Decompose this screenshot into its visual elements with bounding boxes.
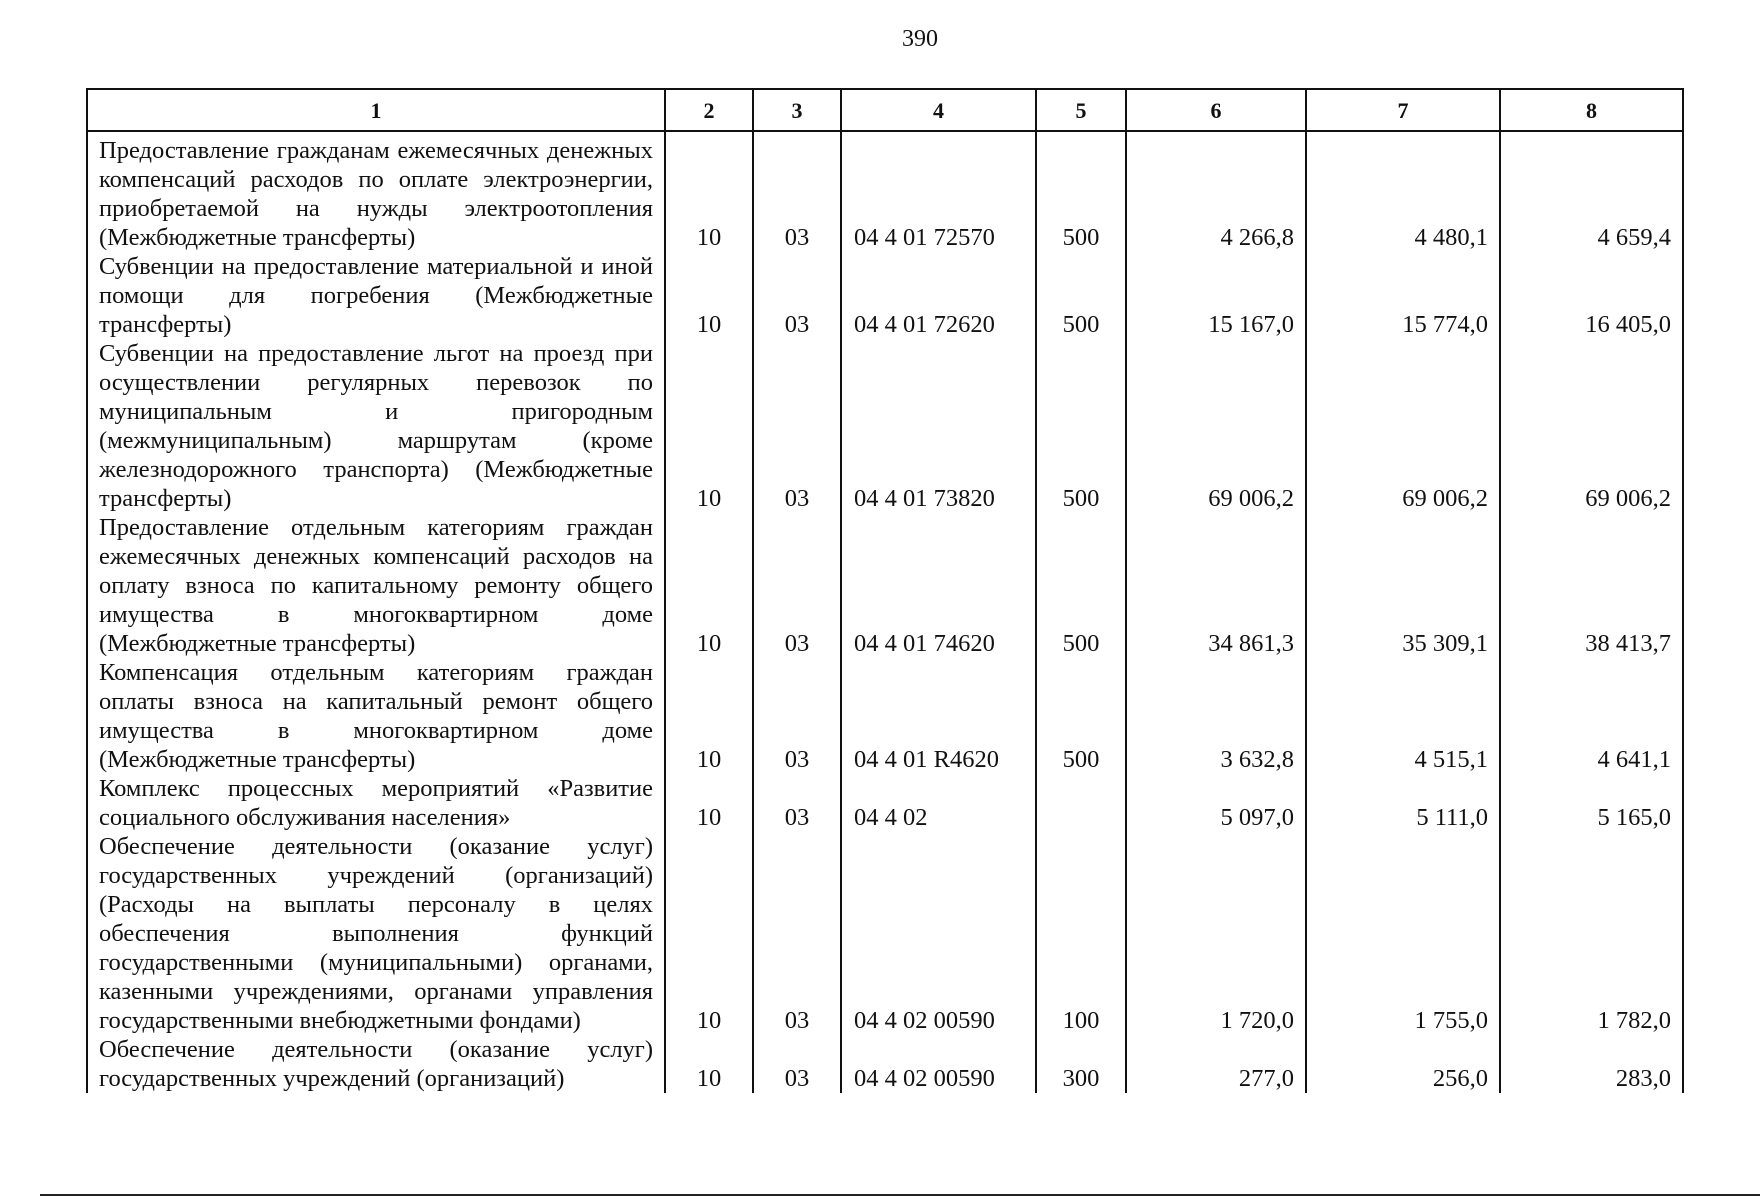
expense-type-code: 500 <box>1036 252 1126 339</box>
amount-col-6: 34 861,3 <box>1126 513 1306 658</box>
amount-col-6: 3 632,8 <box>1126 658 1306 774</box>
amount-col-7: 256,0 <box>1306 1035 1500 1093</box>
amount-col-7: 5 111,0 <box>1306 774 1500 832</box>
row-description: Компенсация отдельным категориям граждан оплаты взноса на капитальный ремонт общего имущества в многоквартирном доме (Межбюджетные трансферты) <box>87 658 665 774</box>
amount-col-7: 4 515,1 <box>1306 658 1500 774</box>
amount-col-6: 15 167,0 <box>1126 252 1306 339</box>
page-bottom-rule <box>40 1194 1760 1196</box>
amount-col-8: 38 413,7 <box>1500 513 1683 658</box>
target-article-code: 04 4 01 72570 <box>841 131 1036 252</box>
amount-col-8: 69 006,2 <box>1500 339 1683 513</box>
subsection-code: 03 <box>753 658 841 774</box>
table-row <box>87 774 1683 832</box>
amount-col-7: 15 774,0 <box>1306 252 1500 339</box>
row-description: Предоставление гражданам ежемесячных денежных компенсаций расходов по оплате электроэнергии, приобретаемой на нужды электроотопления (Межбюджетные трансферты) <box>87 131 665 252</box>
page-number: 390 <box>902 26 938 52</box>
amount-col-6: 5 097,0 <box>1126 774 1306 832</box>
target-article-code: 04 4 01 73820 <box>841 339 1036 513</box>
subsection-code: 03 <box>753 832 841 1035</box>
row-description: Обеспечение деятельности (оказание услуг) государственных учреждений (организаций) <box>87 1035 665 1093</box>
amount-col-8: 4 641,1 <box>1500 658 1683 774</box>
amount-col-8: 283,0 <box>1500 1035 1683 1093</box>
section-code: 10 <box>665 1035 753 1093</box>
target-article-code: 04 4 02 <box>841 774 1036 832</box>
table-row <box>87 131 1683 252</box>
amount-col-6: 4 266,8 <box>1126 131 1306 252</box>
row-description: Субвенции на предоставление материальной и иной помощи для погребения (Межбюджетные трансферты) <box>87 252 665 339</box>
section-code: 10 <box>665 131 753 252</box>
amount-col-6: 69 006,2 <box>1126 339 1306 513</box>
subsection-code: 03 <box>753 774 841 832</box>
row-description: Предоставление отдельным категориям граждан ежемесячных денежных компенсаций расходов на оплату взноса по капитальному ремонту общего имущества в многоквартирном доме (Межбюджетные трансферты) <box>87 513 665 658</box>
amount-col-6: 277,0 <box>1126 1035 1306 1093</box>
section-code: 10 <box>665 252 753 339</box>
column-header-8: 8 <box>1500 89 1683 131</box>
subsection-code: 03 <box>753 513 841 658</box>
section-code: 10 <box>665 339 753 513</box>
budget-table <box>86 88 1684 1093</box>
row-description: Комплекс процессных мероприятий «Развитие социального обслуживания населения» <box>87 774 665 832</box>
amount-col-6: 1 720,0 <box>1126 832 1306 1035</box>
amount-col-8: 4 659,4 <box>1500 131 1683 252</box>
amount-col-7: 1 755,0 <box>1306 832 1500 1035</box>
column-header-6: 6 <box>1126 89 1306 131</box>
section-code: 10 <box>665 658 753 774</box>
column-header-1: 1 <box>87 89 665 131</box>
subsection-code: 03 <box>753 131 841 252</box>
amount-col-8: 16 405,0 <box>1500 252 1683 339</box>
header-row <box>87 89 1683 131</box>
table-row <box>87 832 1683 1035</box>
expense-type-code: 500 <box>1036 131 1126 252</box>
expense-type-code: 500 <box>1036 513 1126 658</box>
target-article-code: 04 4 01 72620 <box>841 252 1036 339</box>
amount-col-7: 4 480,1 <box>1306 131 1500 252</box>
column-header-5: 5 <box>1036 89 1126 131</box>
subsection-code: 03 <box>753 252 841 339</box>
expense-type-code: 100 <box>1036 832 1126 1035</box>
row-description: Обеспечение деятельности (оказание услуг) государственных учреждений (организаций) (Расходы на выплаты персоналу в целях обеспечения выполнения функций государственными (муниципальными) органами, казенными учреждениями, органами управления государственными внебюджетными фондами) <box>87 832 665 1035</box>
expense-type-code: 500 <box>1036 658 1126 774</box>
row-description: Субвенции на предоставление льгот на проезд при осуществлении регулярных перевозок по муниципальным и пригородным (межмуниципальным) маршрутам (кроме железнодорожного транспорта) (Межбюджетные трансферты) <box>87 339 665 513</box>
target-article-code: 04 4 01 R4620 <box>841 658 1036 774</box>
table-row <box>87 1035 1683 1093</box>
amount-col-7: 69 006,2 <box>1306 339 1500 513</box>
column-header-4: 4 <box>841 89 1036 131</box>
expense-type-code: 500 <box>1036 339 1126 513</box>
table-row <box>87 339 1683 513</box>
column-header-7: 7 <box>1306 89 1500 131</box>
expense-type-code: 300 <box>1036 1035 1126 1093</box>
subsection-code: 03 <box>753 1035 841 1093</box>
target-article-code: 04 4 01 74620 <box>841 513 1036 658</box>
section-code: 10 <box>665 832 753 1035</box>
expense-type-code <box>1036 774 1126 832</box>
section-code: 10 <box>665 513 753 658</box>
subsection-code: 03 <box>753 339 841 513</box>
amount-col-7: 35 309,1 <box>1306 513 1500 658</box>
column-header-2: 2 <box>665 89 753 131</box>
target-article-code: 04 4 02 00590 <box>841 832 1036 1035</box>
table-row <box>87 658 1683 774</box>
table-row <box>87 252 1683 339</box>
column-header-3: 3 <box>753 89 841 131</box>
table-row <box>87 513 1683 658</box>
amount-col-8: 5 165,0 <box>1500 774 1683 832</box>
target-article-code: 04 4 02 00590 <box>841 1035 1036 1093</box>
amount-col-8: 1 782,0 <box>1500 832 1683 1035</box>
section-code: 10 <box>665 774 753 832</box>
